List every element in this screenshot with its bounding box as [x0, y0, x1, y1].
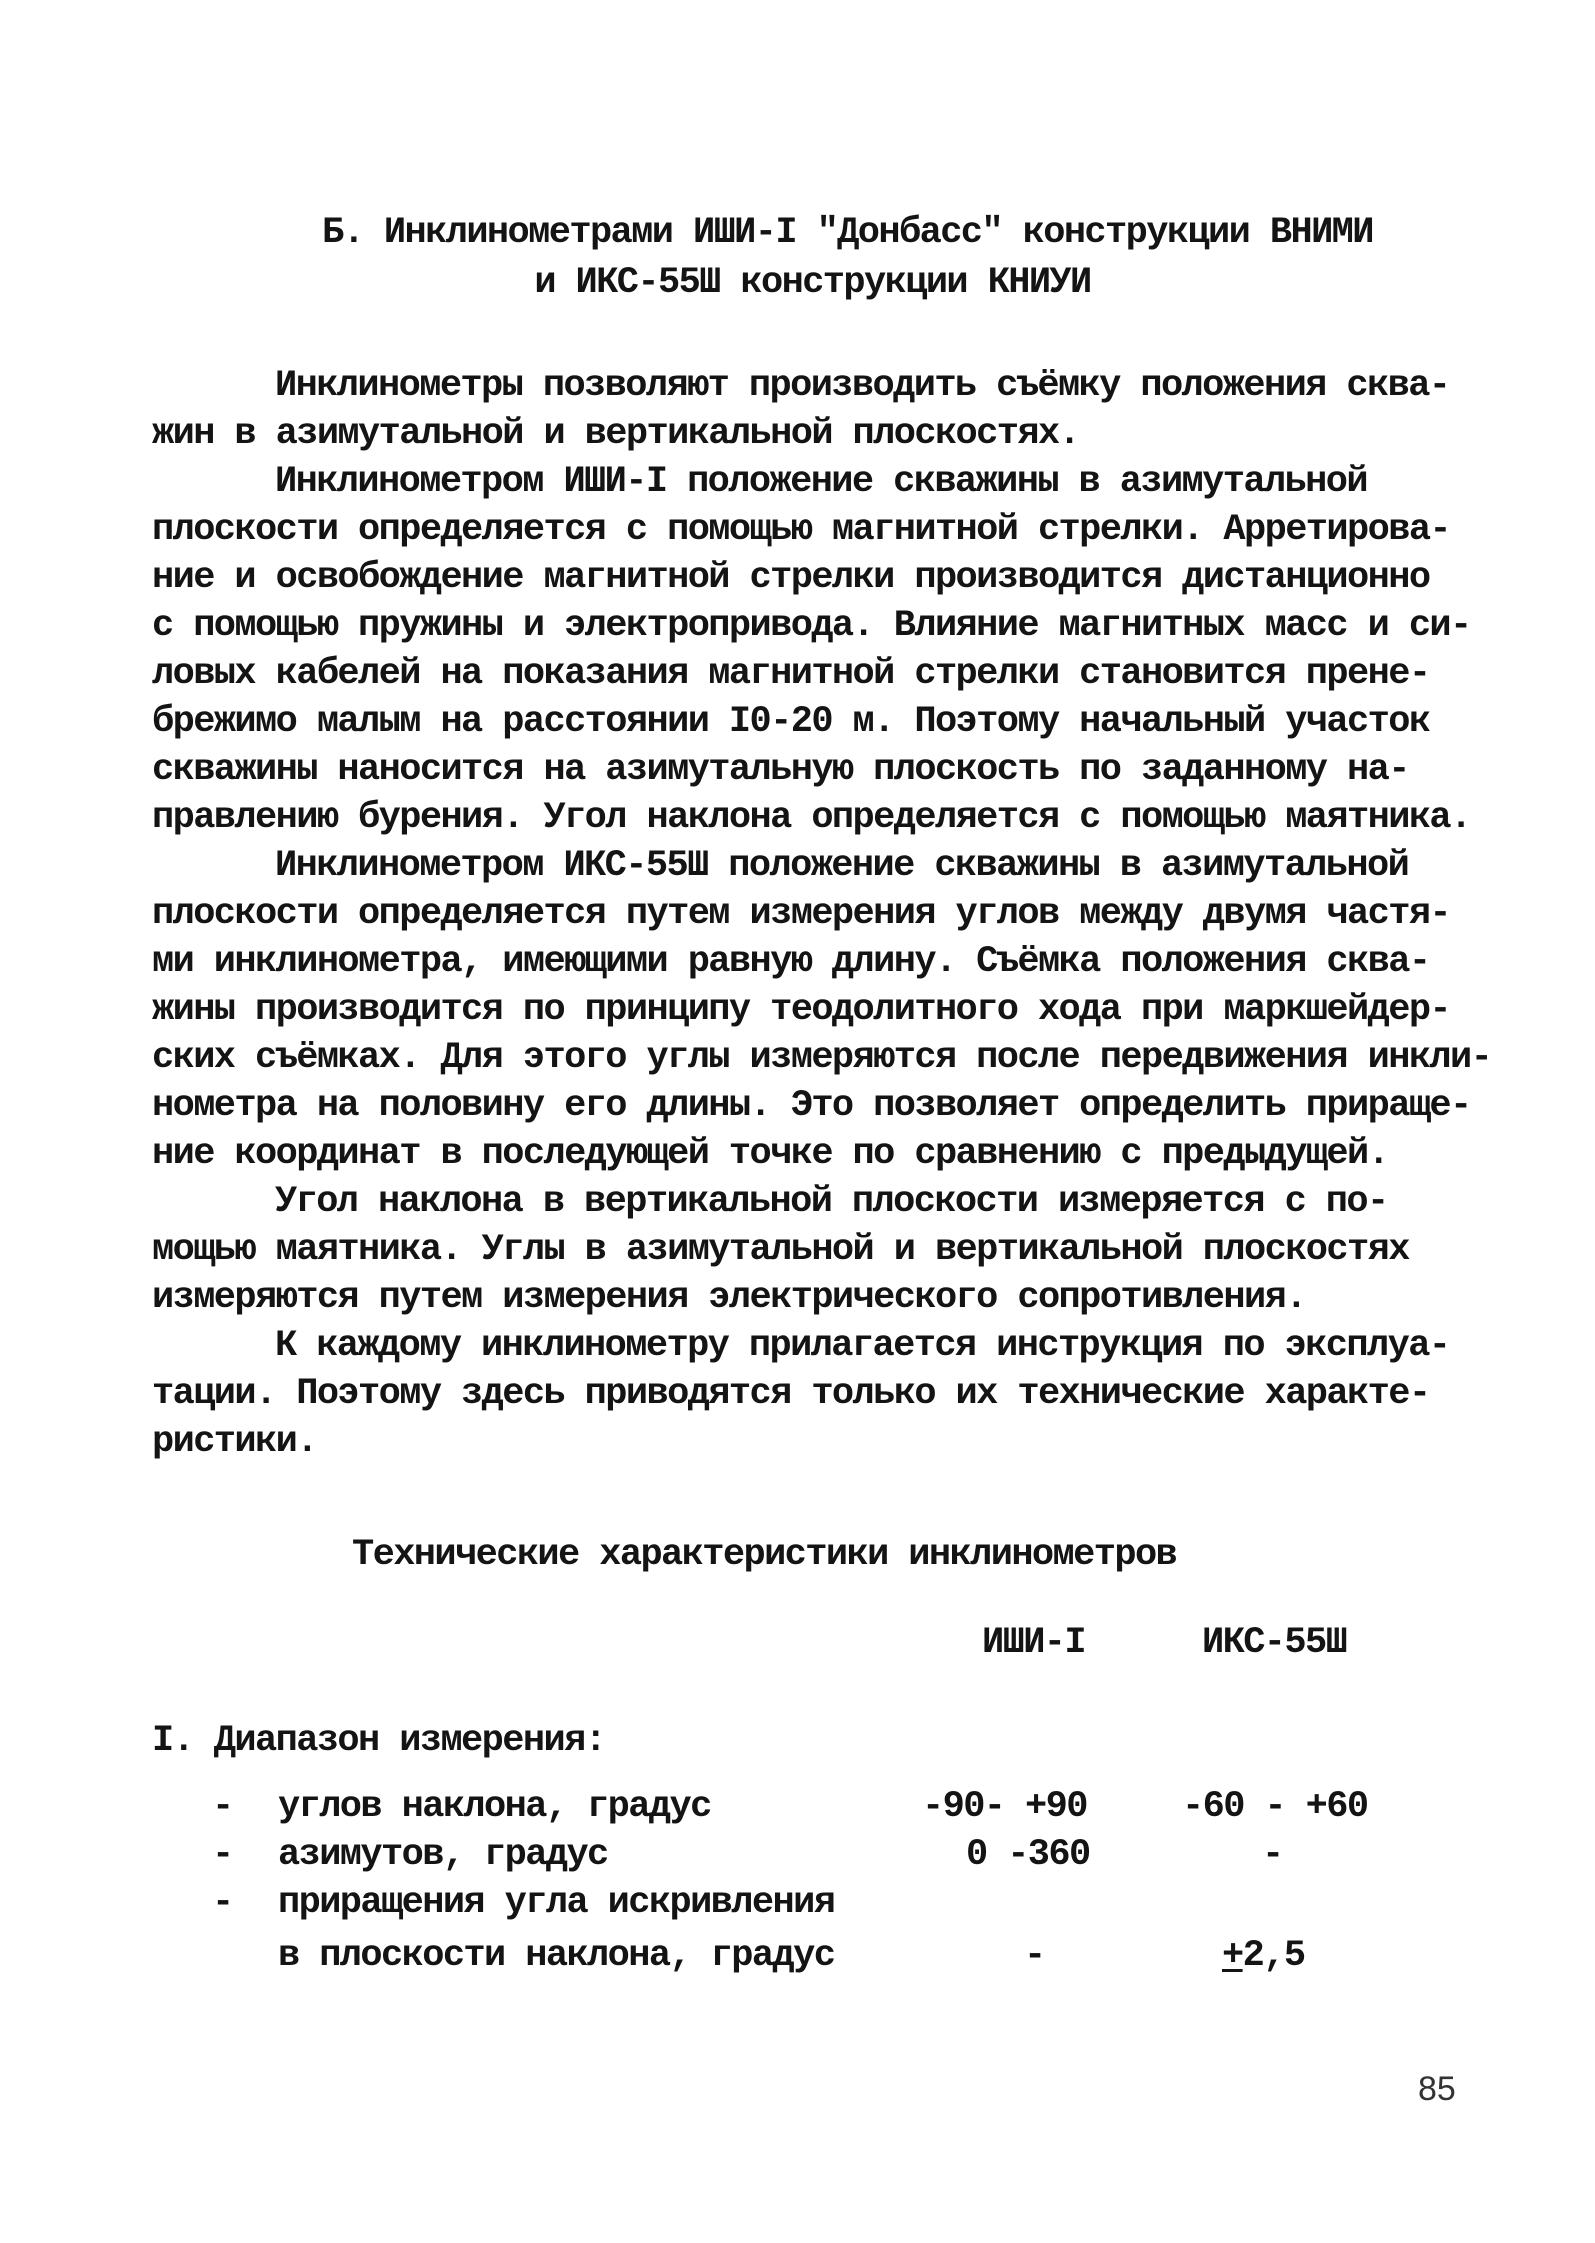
text-line: Инклинометром ИШИ-I положение скважины в азимутальной: [275, 461, 1367, 503]
section-heading: [0, 208, 1595, 308]
text-line: с помощью пружины и электропривода. Влияние магнитных масс и си-: [152, 605, 1471, 647]
page-number: 85: [1418, 2070, 1456, 2108]
plus-minus-sign: +: [1222, 1935, 1243, 1977]
text-line: плоскости определяется путем измерения углов между двумя частя-: [152, 893, 1451, 935]
row-dash: -: [212, 1786, 233, 1828]
text-line: брежимо малым на расстоянии I0-20 м. Поэтому начальный участок: [152, 701, 1430, 743]
text-line: ловых кабелей на показания магнитной стрелки становится прене-: [152, 653, 1430, 695]
text-line: Инклинометром ИКС-55Ш положение скважины в азимутальной: [275, 845, 1409, 887]
text-line: ми инклинометра, имеющими равную длину. Съёмка положения сква-: [152, 941, 1430, 983]
heading-line-2: и ИКС-55Ш конструкции КНИУИ: [534, 262, 1091, 304]
spec-value-iks: -: [1262, 1834, 1283, 1876]
spec-value-number: 2,5: [1242, 1935, 1305, 1977]
text-line: тации. Поэтому здесь приводятся только их технические характе-: [152, 1373, 1430, 1415]
text-line: ние и освобождение магнитной стрелки производится дистанционно: [152, 557, 1430, 599]
spec-label-curvature-cont: в плоскости наклона, градус: [278, 1935, 835, 1977]
spec-value-ishi: 0 -360: [966, 1834, 1090, 1876]
measurement-range-heading: I. Диапазон измерения:: [152, 1720, 606, 1762]
spec-value-ishi: -90- +90: [922, 1786, 1087, 1828]
text-line: жины производится по принципу теодолитного хода при маркшейдер-: [152, 989, 1451, 1031]
spec-label-curvature: приращения угла искривления: [278, 1882, 835, 1924]
heading-line-1: Б. Инклинометрами ИШИ-I "Донбасс" конструкции ВНИМИ: [322, 212, 1373, 254]
row-dash: -: [212, 1834, 233, 1876]
text-line: измеряются путем измерения электрического сопротивления.: [152, 1277, 1306, 1319]
spec-label-azimuth: азимутов, градус: [278, 1834, 608, 1876]
text-line: правлению бурения. Угол наклона определяется с помощью маятника.: [152, 797, 1471, 839]
text-line: нометра на половину его длины. Это позволяет определить прираще-: [152, 1085, 1471, 1127]
text-line: ристики.: [152, 1421, 317, 1463]
text-line: ских съёмках. Для этого углы измеряются после передвижения инкли-: [152, 1037, 1492, 1079]
spec-value-iks: [1222, 1935, 1304, 1977]
spec-value-iks: -60 - +60: [1182, 1786, 1368, 1828]
text-line: Угол наклона в вертикальной плоскости измеряется с по-: [275, 1181, 1388, 1223]
text-line: скважины наносится на азимутальную плоскость по заданному на-: [152, 749, 1409, 791]
row-dash: -: [212, 1882, 233, 1924]
text-line: К каждому инклинометру прилагается инструкция по эксплуа-: [275, 1325, 1450, 1367]
text-line: жин в азимутальной и вертикальной плоскостях.: [152, 413, 1080, 455]
spec-value-ishi: -: [1024, 1935, 1045, 1977]
column-header-iks: ИКС-55Ш: [1202, 1622, 1347, 1664]
text-line: ние координат в последующей точке по сравнению с предыдущей.: [152, 1133, 1389, 1175]
text-line: плоскости определяется с помощью магнитной стрелки. Арретирова-: [152, 509, 1451, 551]
tech-specs-title: Технические характеристики инклинометров: [352, 1534, 1177, 1576]
text-line: мощью маятника. Углы в азимутальной и вертикальной плоскостях: [152, 1229, 1409, 1271]
spec-label-tilt: углов наклона, градус: [278, 1786, 711, 1828]
column-header-ishi: ИШИ-I: [982, 1622, 1086, 1664]
text-line: Инклинометры позволяют производить съёмку положения сква-: [275, 365, 1450, 407]
